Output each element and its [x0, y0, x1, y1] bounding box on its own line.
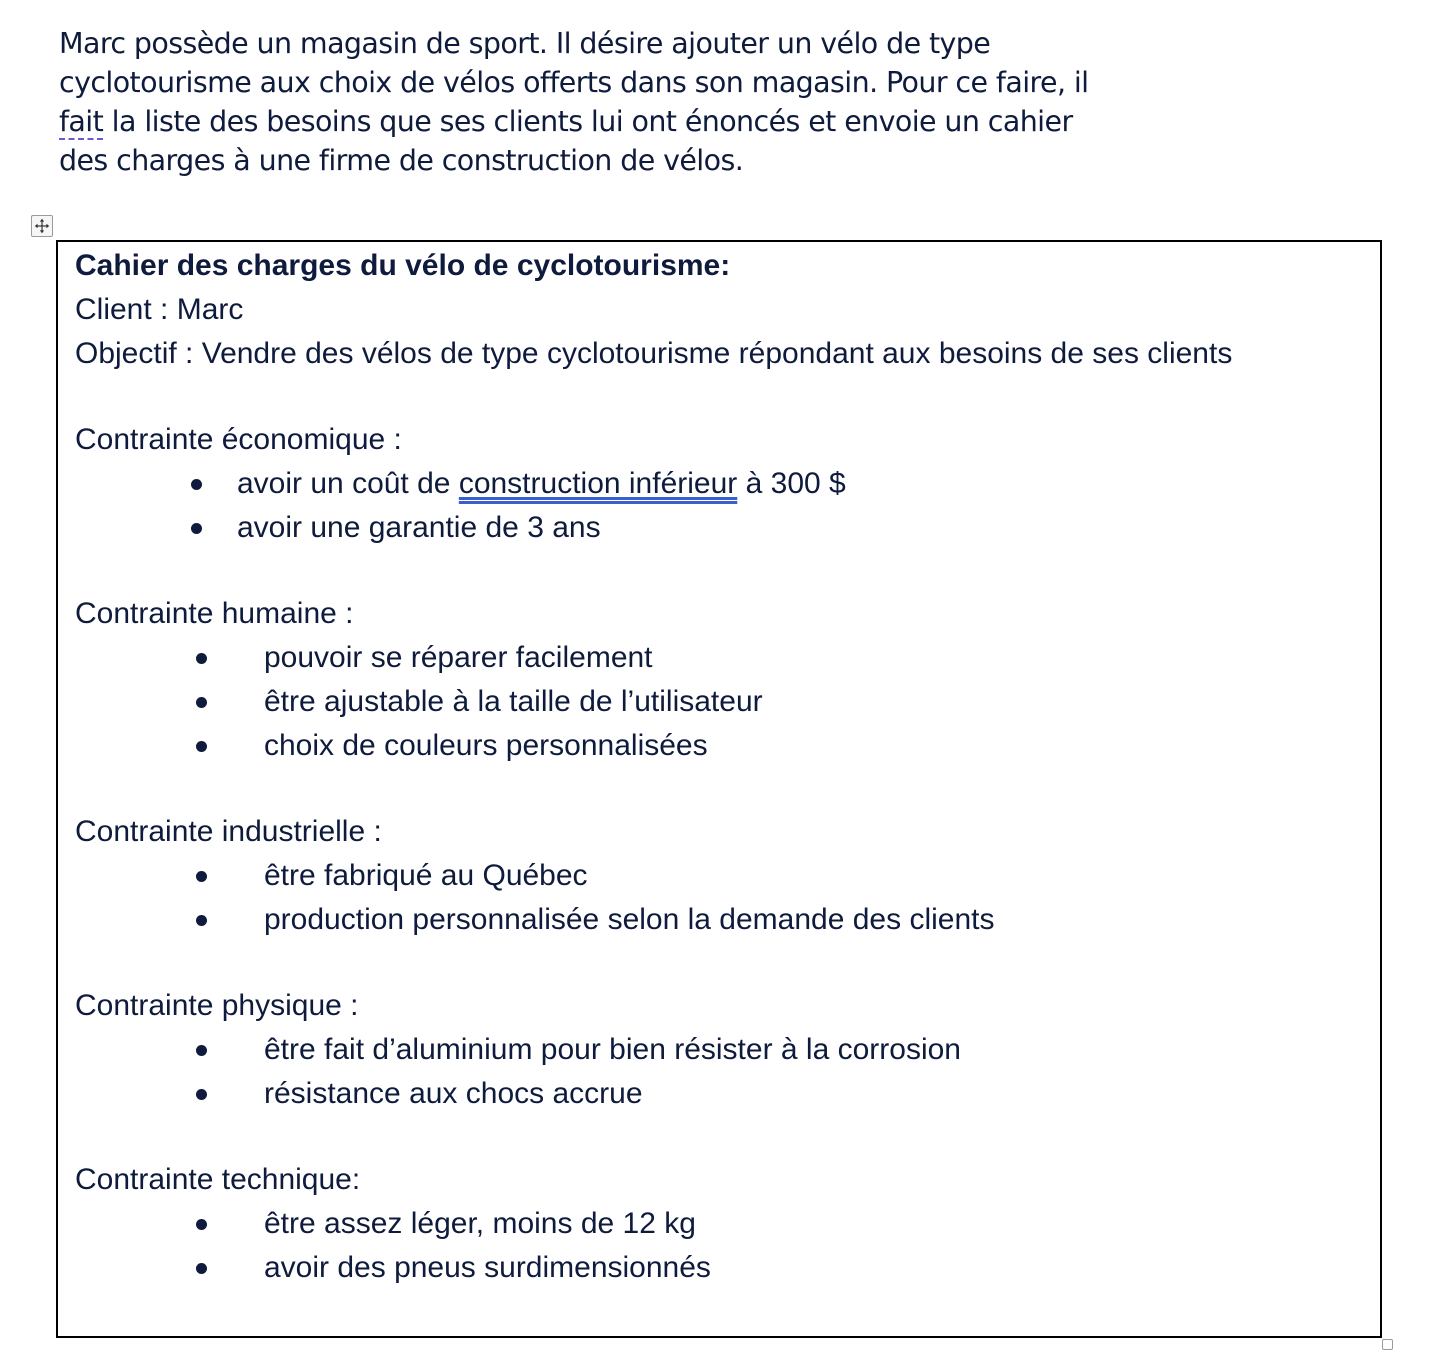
list-technique [75, 1202, 1380, 1290]
flagged-word[interactable]: fait [59, 105, 104, 138]
list-item [75, 1246, 1380, 1290]
list-item [75, 462, 1380, 506]
list-item [75, 724, 1380, 768]
item-text: avoir une garantie de 3 ans [237, 511, 601, 544]
item-text: pouvoir se réparer facilement [264, 641, 653, 674]
intro-line [59, 102, 1239, 141]
item-text: production personnalisée selon la demande des clients [264, 903, 995, 936]
bullet-icon [196, 871, 207, 882]
bullet-icon [196, 697, 207, 708]
spec-title: Cahier des charges du vélo de cyclotourisme: [75, 249, 731, 282]
intro-line: Marc possède un magasin de sport. Il désire ajouter un vélo de type [59, 27, 991, 60]
spec-objective: Objectif : Vendre des vélos de type cyclotourisme répondant aux besoins de ses clients [75, 337, 1233, 370]
table-move-handle[interactable] [31, 215, 53, 237]
item-text: résistance aux chocs accrue [264, 1077, 643, 1110]
item-text: être ajustable à la taille de l’utilisateur [264, 685, 763, 718]
resize-handle-icon[interactable] [1382, 1339, 1393, 1350]
bullet-icon [196, 653, 207, 664]
item-text: choix de couleurs personnalisées [264, 729, 708, 762]
list-humaine [75, 636, 1380, 768]
bullet-icon [191, 523, 202, 534]
section-heading-economique: Contrainte économique : [75, 423, 402, 456]
item-text: être assez léger, moins de 12 kg [264, 1207, 696, 1240]
section-heading-physique: Contrainte physique : [75, 989, 359, 1022]
list-physique [75, 1028, 1380, 1116]
spec-client: Client : Marc [75, 293, 244, 326]
style-flagged-phrase[interactable]: construction inférieur [458, 467, 738, 500]
item-text: être fait d’aluminium pour bien résister à la corrosion [264, 1033, 961, 1066]
list-item [75, 506, 1380, 550]
section-heading-industrielle: Contrainte industrielle : [75, 815, 382, 848]
list-item [75, 1028, 1380, 1072]
bullet-icon [196, 1045, 207, 1056]
item-text: avoir un coût de [237, 467, 459, 500]
item-text: avoir des pneus surdimensionnés [264, 1251, 711, 1284]
move-arrows-icon [34, 218, 50, 234]
intro-paragraph [59, 24, 1239, 180]
item-text: être fabriqué au Québec [264, 859, 588, 892]
list-item [75, 636, 1380, 680]
list-item [75, 854, 1380, 898]
item-text: à 300 $ [737, 467, 846, 500]
list-industrielle [75, 854, 1380, 942]
section-heading-humaine: Contrainte humaine : [75, 597, 354, 630]
bullet-icon [196, 1089, 207, 1100]
list-item [75, 898, 1380, 942]
bullet-icon [196, 1263, 207, 1274]
bullet-icon [196, 741, 207, 752]
bullet-icon [196, 915, 207, 926]
bullet-icon [196, 1219, 207, 1230]
intro-line: des charges à une firme de construction de vélos. [59, 144, 744, 177]
section-heading-technique: Contrainte technique: [75, 1163, 361, 1196]
spec-table-cell[interactable] [56, 240, 1382, 1338]
intro-line-text: la liste des besoins que ses clients lui ont énoncés et envoie un cahier [111, 105, 1073, 138]
list-economique [75, 462, 1380, 550]
list-item [75, 680, 1380, 724]
intro-line: cyclotourisme aux choix de vélos offerts dans son magasin. Pour ce faire, il [59, 66, 1089, 99]
list-item [75, 1072, 1380, 1116]
bullet-icon [191, 479, 202, 490]
list-item [75, 1202, 1380, 1246]
